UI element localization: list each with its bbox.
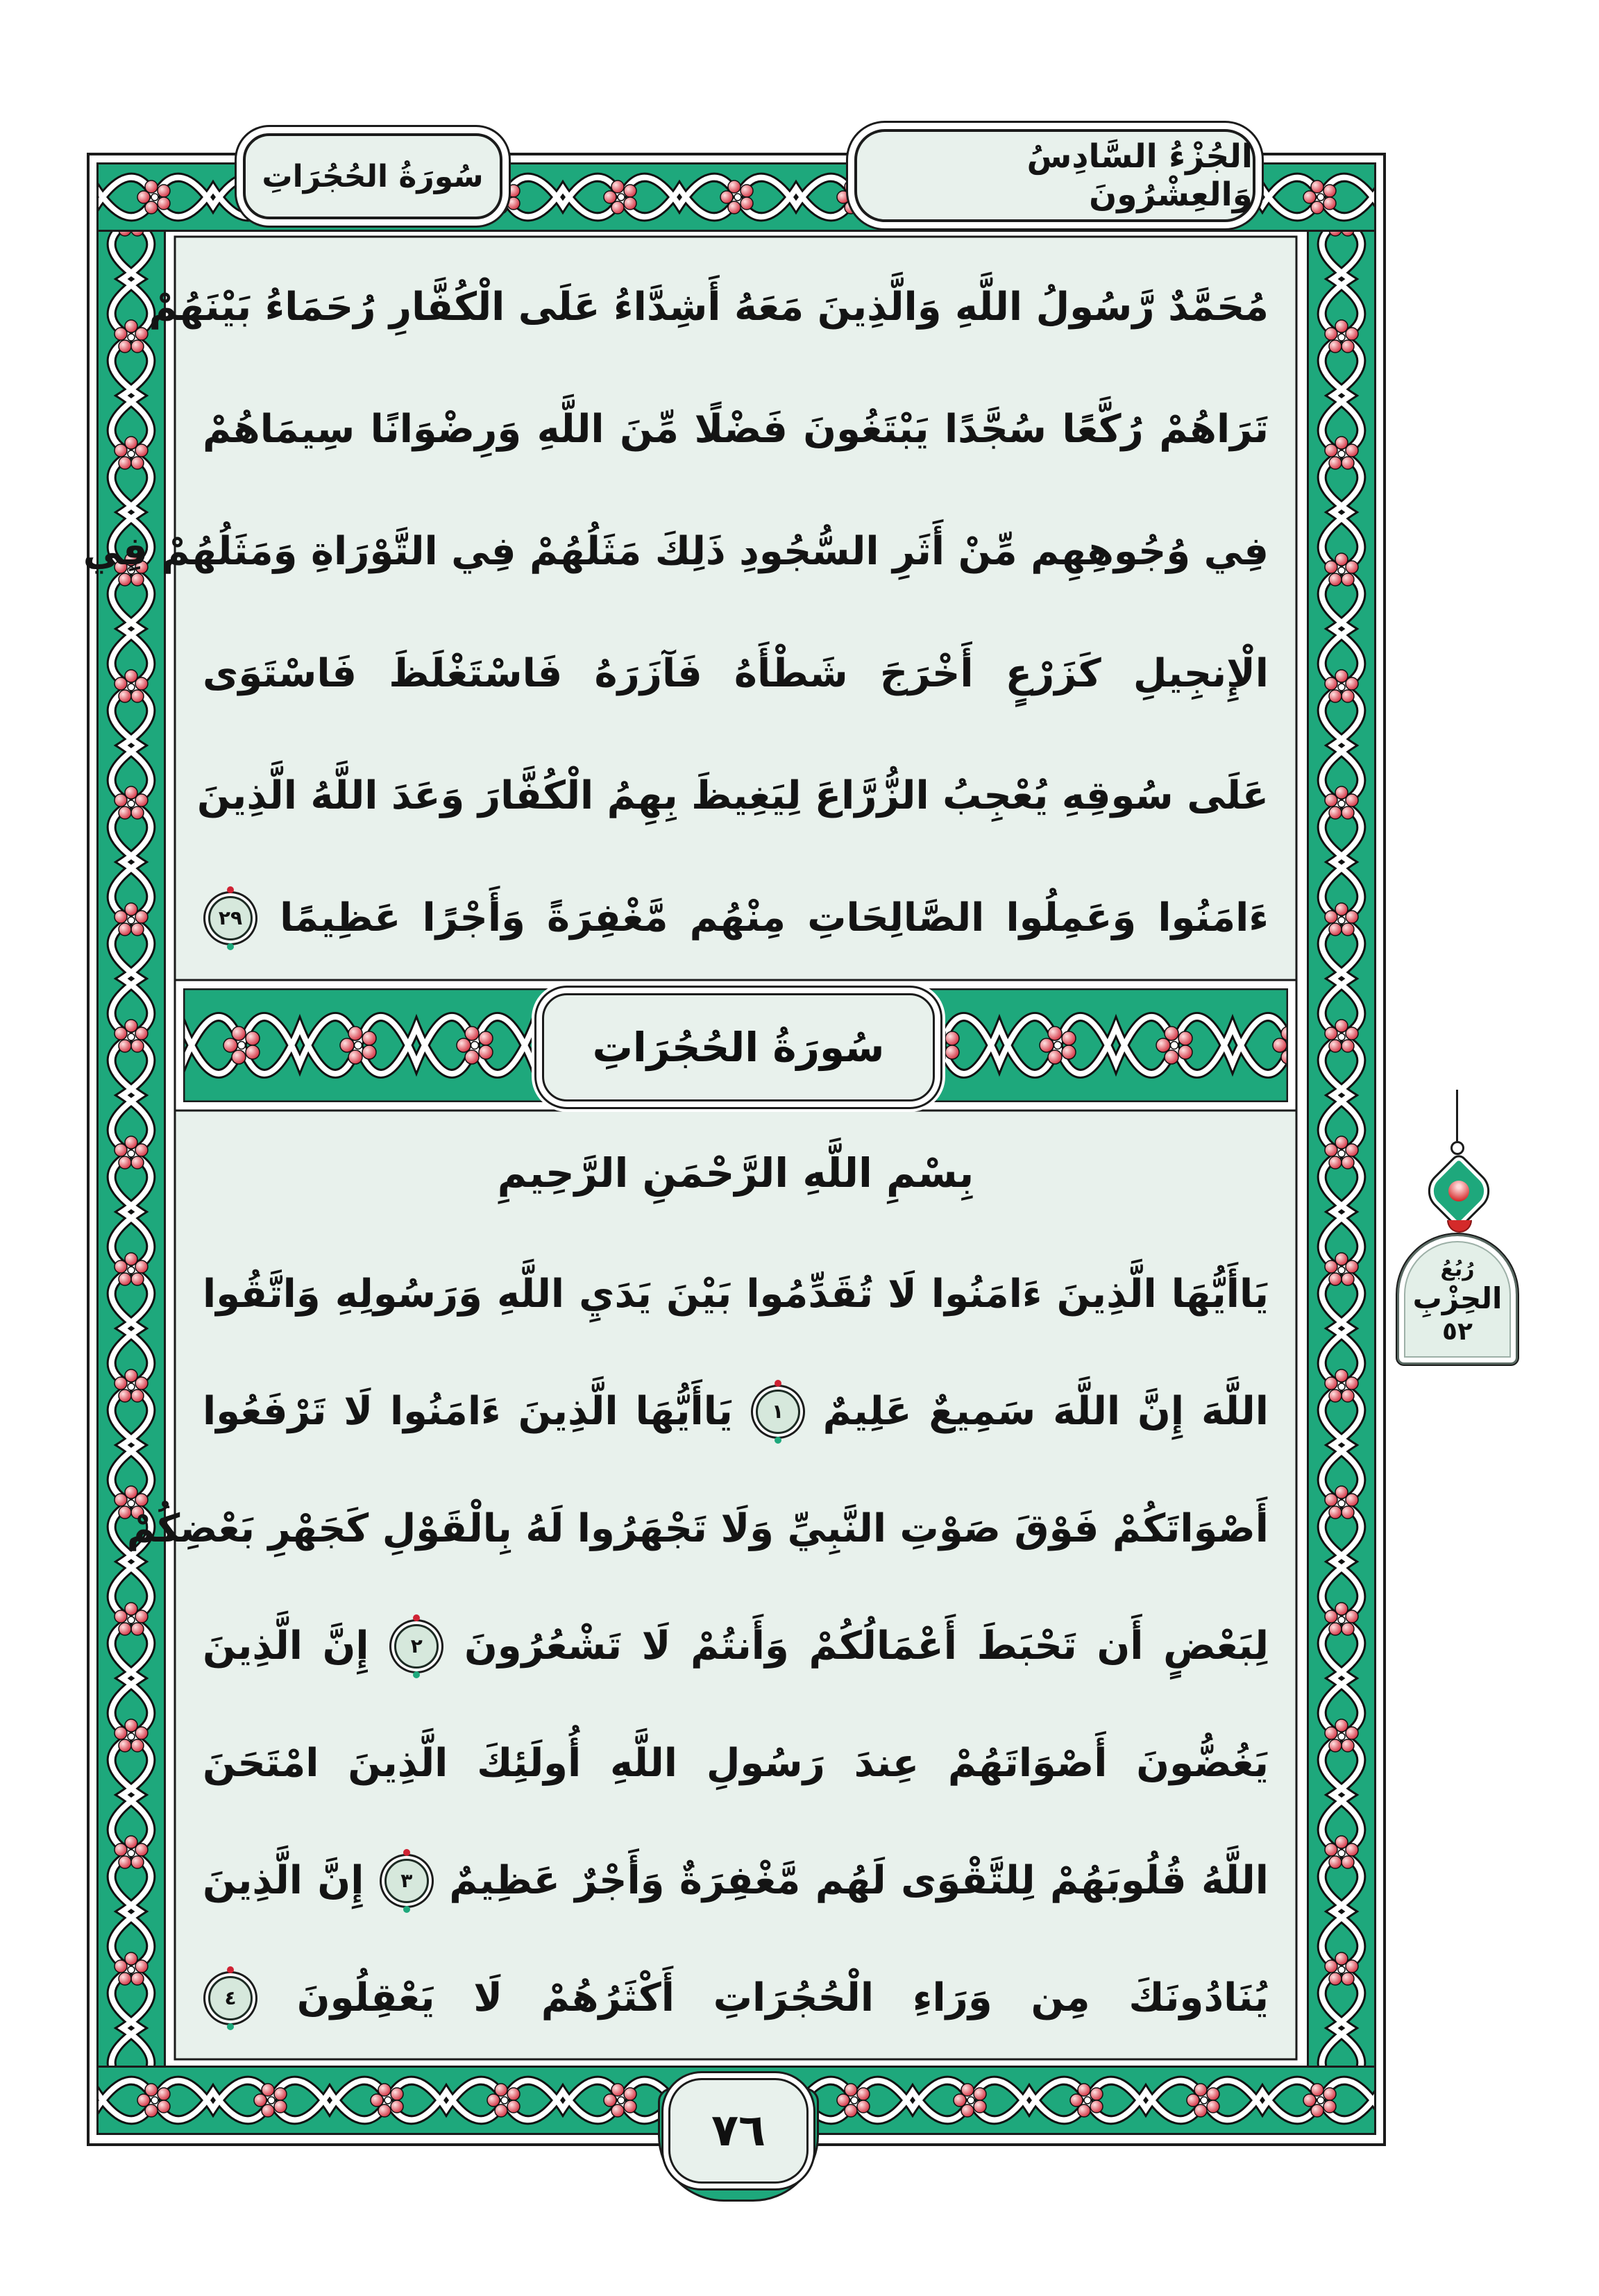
- ornament-band-left: [96, 162, 166, 2135]
- ayah-text: فِي وُجُوهِهِم مِّنْ أَثَرِ السُّجُودِ ذَلِكَ مَثَلُهُمْ فِي التَّوْرَاةِ وَمَثَلُهُمْ فِي: [83, 529, 1269, 574]
- hizb-number: ٥٢: [1442, 1317, 1473, 1346]
- quran-line: [203, 369, 1269, 491]
- ayah-text: عَلَى سُوقِهِ يُعْجِبُ الزُّرَّاعَ لِيَغِيظَ بِهِمُ الْكُفَّارَ وَعَدَ اللَّهُ الَّذِينَ: [196, 773, 1269, 818]
- page-number: ٧٦: [711, 2105, 766, 2156]
- ayah-text: يُنَادُونَكَ مِن وَرَاءِ الْحُجُرَاتِ أَكْثَرُهُمْ لَا يَعْقِلُونَ: [296, 1975, 1269, 2020]
- hizb-badge: [1397, 1234, 1518, 1365]
- hanger-dot: [1450, 1141, 1464, 1155]
- quran-line: [203, 1587, 1269, 1705]
- hanger-line: [1456, 1090, 1458, 1141]
- verse-end-medallion: [208, 1976, 253, 2020]
- page-number-cartouche: [668, 2078, 809, 2184]
- verse-end-medallion: [756, 1390, 800, 1434]
- verse-end-medallion: [208, 896, 253, 940]
- ayah-text: إِنَّ الَّذِينَ: [203, 1858, 364, 1903]
- verse-number: ١: [772, 1400, 784, 1423]
- ayah-text: إِنَّ الَّذِينَ: [203, 1623, 369, 1669]
- hizb-quarter-label: رُبُعُ: [1440, 1257, 1475, 1281]
- quran-line: [203, 1235, 1269, 1353]
- quran-lines-bottom: [126, 1235, 1269, 2057]
- ayah-text: اللَّهُ قُلُوبَهُمْ لِلتَّقْوَى لَهُم مَّغْفِرَةٌ وَأَجْرٌ عَظِيمٌ: [449, 1858, 1269, 1903]
- quran-line: [196, 735, 1269, 857]
- juz-tab-label: الجُزْءُ السَّادِسُ وَالعِشْرُونَ: [1026, 137, 1253, 214]
- quran-line: [203, 1822, 1269, 1939]
- verse-end-medallion: [384, 1859, 429, 1903]
- ayah-text: يَغُضُّونَ أَصْوَاتَهُمْ عِندَ رَسُولِ اللَّهِ أُولَئِكَ الَّذِينَ امْتَحَنَ: [203, 1741, 1269, 1786]
- quran-line: [126, 1470, 1269, 1587]
- quran-line: [149, 246, 1269, 369]
- quran-line: [203, 857, 1269, 979]
- flower-icon: [1444, 1176, 1473, 1206]
- quran-line: [203, 1705, 1269, 1822]
- surah-banner-title: سُورَةُ الحُجُرَاتِ: [592, 1024, 885, 1071]
- verse-number: ٣: [400, 1869, 413, 1892]
- surah-name-tab: [243, 133, 502, 219]
- quran-line: [203, 1939, 1269, 2057]
- ayah-text: تَرَاهُمْ رُكَّعًا سُجَّدًا يَبْتَغُونَ فَضْلًا مِّنَ اللَّهِ وَرِضْوَانًا سِيمَاهُمْ: [203, 407, 1269, 452]
- verse-number: ٢: [410, 1635, 423, 1657]
- ayah-text: الْإِنجِيلِ كَزَرْعٍ أَخْرَجَ شَطْأَهُ فَآزَرَهُ فَاسْتَغْلَظَ فَاسْتَوَى: [203, 651, 1269, 696]
- ayah-text: مُحَمَّدٌ رَّسُولُ اللَّهِ وَالَّذِينَ مَعَهُ أَشِدَّاءُ عَلَى الْكُفَّارِ رُحَمَاءُ بَيْنَهُمْ: [149, 285, 1269, 330]
- quran-line: [83, 491, 1269, 613]
- verse-number: ٢٩: [218, 906, 243, 929]
- ayah-text: اللَّهَ إِنَّ اللَّهَ سَمِيعٌ عَلِيمٌ: [822, 1389, 1269, 1434]
- quran-line: [203, 1353, 1269, 1470]
- ayah-text: لِبَعْضٍ أَن تَحْبَطَ أَعْمَالُكُمْ وَأَنتُمْ لَا تَشْعُرُونَ: [464, 1623, 1269, 1669]
- ornament-band-right: [1307, 162, 1376, 2135]
- ayah-text: يَاأَيُّهَا الَّذِينَ ءَامَنُوا لَا تُقَدِّمُوا بَيْنَ يَدَيِ اللَّهِ وَرَسُولِهِ وَاتَّقُوا: [203, 1272, 1269, 1317]
- verse-end-medallion: [394, 1624, 439, 1669]
- hizb-label: الحِزْبِ: [1412, 1281, 1503, 1315]
- ayah-text: أَصْوَاتَكُمْ فَوْقَ صَوْتِ النَّبِيِّ وَلَا تَجْهَرُوا لَهُ بِالْقَوْلِ كَجَهْرِ بَعْضِكُمْ: [126, 1506, 1269, 1551]
- verse-number: ٤: [224, 1986, 237, 2009]
- ayah-text: يَاأَيُّهَا الَّذِينَ ءَامَنُوا لَا تَرْفَعُوا: [203, 1389, 733, 1434]
- quran-line: [203, 613, 1269, 735]
- ayah-text: ءَامَنُوا وَعَمِلُوا الصَّالِحَاتِ مِنْهُم مَّغْفِرَةً وَأَجْرًا عَظِيمًا: [280, 895, 1269, 940]
- surah-banner-cartouche: [542, 993, 935, 1101]
- bismillah: بِسْمِ اللَّهِ الرَّحْمَنِ الرَّحِيمِ: [497, 1149, 974, 1197]
- juz-tab: [854, 129, 1255, 222]
- surah-tab-label: سُورَةُ الحُجُرَاتِ: [262, 158, 484, 194]
- quran-lines-top: [83, 246, 1269, 979]
